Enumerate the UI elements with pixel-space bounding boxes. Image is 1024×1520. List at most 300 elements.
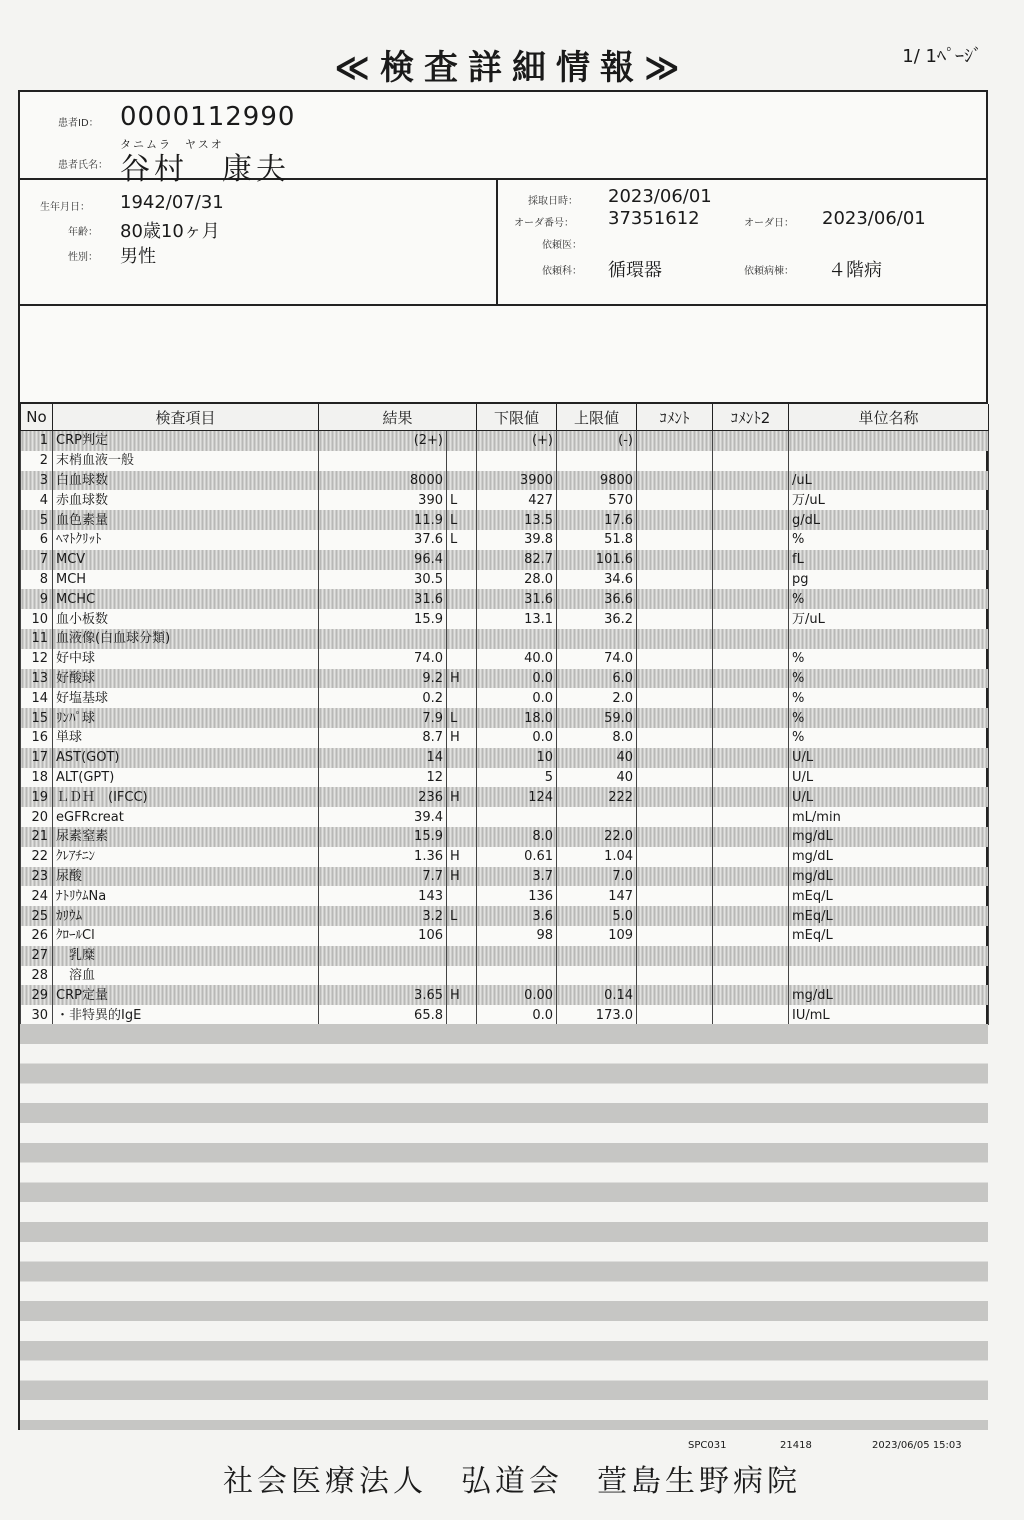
table-row — [21, 589, 989, 609]
patient-id-box — [20, 92, 988, 187]
row-comment — [637, 1005, 713, 1025]
row-unit: U/L — [789, 768, 989, 788]
row-result: 7.7 — [319, 867, 447, 887]
row-result: 74.0 — [319, 649, 447, 669]
row-result: 37.6 — [319, 530, 447, 550]
table-row — [21, 985, 989, 1005]
row-low: 98 — [477, 926, 557, 946]
row-low: (+) — [477, 431, 557, 451]
row-low: 124 — [477, 787, 557, 807]
row-comment2 — [713, 609, 789, 629]
row-high: 36.2 — [557, 609, 637, 629]
row-unit — [789, 629, 989, 649]
row-unit: % — [789, 669, 989, 689]
col-header-item: 検査項目 — [53, 404, 319, 431]
row-low — [477, 807, 557, 827]
row-comment2 — [713, 570, 789, 590]
row-result — [319, 966, 447, 986]
row-flag — [447, 431, 477, 451]
row-result: 30.5 — [319, 570, 447, 590]
row-result: 12 — [319, 768, 447, 788]
row-no: 3 — [21, 471, 53, 491]
table-row — [21, 609, 989, 629]
order-no: 37351612 — [608, 208, 700, 229]
report-frame — [18, 90, 988, 1430]
doctor-label: 依頼医： — [542, 240, 582, 251]
row-item: 好酸球 — [53, 669, 319, 689]
ward-label: 依頼病棟： — [744, 266, 794, 277]
row-item: AST(GOT) — [53, 748, 319, 768]
row-comment2 — [713, 867, 789, 887]
row-no: 6 — [21, 530, 53, 550]
row-low: 18.0 — [477, 708, 557, 728]
table-row — [21, 708, 989, 728]
row-result: 9.2 — [319, 669, 447, 689]
row-no: 21 — [21, 827, 53, 847]
row-result: 390 — [319, 490, 447, 510]
row-low: 82.7 — [477, 550, 557, 570]
table-row — [21, 847, 989, 867]
table-row — [21, 570, 989, 590]
row-comment — [637, 570, 713, 590]
row-item: 好塩基球 — [53, 688, 319, 708]
table-row — [21, 688, 989, 708]
row-comment — [637, 649, 713, 669]
row-result: 0.2 — [319, 688, 447, 708]
row-result — [319, 629, 447, 649]
col-header-comment: ｺﾒﾝﾄ — [637, 404, 713, 431]
row-no: 27 — [21, 946, 53, 966]
row-unit: % — [789, 649, 989, 669]
row-high: 22.0 — [557, 827, 637, 847]
row-high: 0.14 — [557, 985, 637, 1005]
row-no: 26 — [21, 926, 53, 946]
row-flag: L — [447, 530, 477, 550]
footer-print-date: 2023/06/05 15:03 — [872, 1440, 962, 1451]
dept: 循環器 — [608, 260, 662, 281]
ward: ４階病 — [828, 260, 882, 281]
row-result: 8.7 — [319, 728, 447, 748]
row-unit: mg/dL — [789, 827, 989, 847]
row-result — [319, 451, 447, 471]
table-row — [21, 530, 989, 550]
row-unit: mEq/L — [789, 906, 989, 926]
page-title: ≪検査詳細情報≫ — [334, 48, 690, 88]
sex: 男性 — [120, 246, 156, 267]
row-comment2 — [713, 768, 789, 788]
row-comment2 — [713, 669, 789, 689]
row-result: 106 — [319, 926, 447, 946]
row-low: 0.61 — [477, 847, 557, 867]
row-comment — [637, 589, 713, 609]
row-flag — [447, 649, 477, 669]
row-low: 0.0 — [477, 688, 557, 708]
table-header-row — [21, 404, 989, 431]
row-high — [557, 946, 637, 966]
row-flag — [447, 451, 477, 471]
row-no: 24 — [21, 886, 53, 906]
row-comment2 — [713, 886, 789, 906]
row-comment — [637, 451, 713, 471]
row-item: 溶血 — [53, 966, 319, 986]
row-comment — [637, 669, 713, 689]
row-no: 16 — [21, 728, 53, 748]
row-comment — [637, 985, 713, 1005]
row-flag: H — [447, 867, 477, 887]
row-unit: fL — [789, 550, 989, 570]
row-no: 29 — [21, 985, 53, 1005]
row-low: 40.0 — [477, 649, 557, 669]
row-high: (-) — [557, 431, 637, 451]
row-comment2 — [713, 629, 789, 649]
row-no: 23 — [21, 867, 53, 887]
row-result: 11.9 — [319, 510, 447, 530]
row-no: 1 — [21, 431, 53, 451]
birth-date: 1942/07/31 — [120, 192, 224, 213]
row-item: 白血球数 — [53, 471, 319, 491]
row-comment2 — [713, 490, 789, 510]
col-header-comment2: ｺﾒﾝﾄ2 — [713, 404, 789, 431]
row-high: 17.6 — [557, 510, 637, 530]
row-item: MCH — [53, 570, 319, 590]
row-high: 5.0 — [557, 906, 637, 926]
page-number: 1/ 1ﾍﾟｰｼﾞ — [902, 46, 982, 67]
footer-number: 21418 — [780, 1440, 812, 1451]
row-item: 血色素量 — [53, 510, 319, 530]
row-no: 4 — [21, 490, 53, 510]
row-flag: L — [447, 490, 477, 510]
row-high: 7.0 — [557, 867, 637, 887]
row-comment — [637, 530, 713, 550]
row-result: 3.2 — [319, 906, 447, 926]
row-comment — [637, 471, 713, 491]
row-unit: pg — [789, 570, 989, 590]
table-row — [21, 886, 989, 906]
row-flag — [447, 609, 477, 629]
row-unit: mg/dL — [789, 985, 989, 1005]
row-comment2 — [713, 847, 789, 867]
row-item: ＬＤＨ (IFCC) — [53, 787, 319, 807]
order-date: 2023/06/01 — [822, 208, 926, 229]
row-comment — [637, 847, 713, 867]
row-no: 15 — [21, 708, 53, 728]
table-row — [21, 807, 989, 827]
row-flag — [447, 1005, 477, 1025]
table-row — [21, 867, 989, 887]
row-low: 10 — [477, 748, 557, 768]
row-high: 222 — [557, 787, 637, 807]
row-comment2 — [713, 708, 789, 728]
row-comment — [637, 748, 713, 768]
row-no: 19 — [21, 787, 53, 807]
row-no: 9 — [21, 589, 53, 609]
row-flag — [447, 629, 477, 649]
table-row — [21, 728, 989, 748]
collect-label: 採取日時： — [528, 196, 578, 207]
row-low: 39.8 — [477, 530, 557, 550]
row-low: 8.0 — [477, 827, 557, 847]
row-comment2 — [713, 589, 789, 609]
table-row — [21, 748, 989, 768]
row-result: 15.9 — [319, 827, 447, 847]
row-unit: mEq/L — [789, 886, 989, 906]
row-high: 8.0 — [557, 728, 637, 748]
row-item: 尿酸 — [53, 867, 319, 887]
row-high: 34.6 — [557, 570, 637, 590]
row-comment2 — [713, 906, 789, 926]
order-no-label: オーダ番号： — [514, 218, 574, 229]
row-high — [557, 966, 637, 986]
row-comment2 — [713, 649, 789, 669]
row-item: ｸﾚｱﾁﾆﾝ — [53, 847, 319, 867]
row-high: 1.04 — [557, 847, 637, 867]
col-header-result: 結果 — [319, 404, 477, 431]
row-low: 28.0 — [477, 570, 557, 590]
row-high: 51.8 — [557, 530, 637, 550]
row-flag: H — [447, 847, 477, 867]
results-table — [20, 404, 989, 1025]
row-high: 109 — [557, 926, 637, 946]
row-no: 12 — [21, 649, 53, 669]
row-comment — [637, 886, 713, 906]
results-table-wrap — [20, 404, 988, 1430]
row-no: 22 — [21, 847, 53, 867]
row-high: 570 — [557, 490, 637, 510]
row-low: 427 — [477, 490, 557, 510]
row-flag: H — [447, 669, 477, 689]
row-low: 0.0 — [477, 728, 557, 748]
row-no: 30 — [21, 1005, 53, 1025]
row-comment — [637, 431, 713, 451]
row-comment2 — [713, 966, 789, 986]
row-item: 末梢血液一般 — [53, 451, 319, 471]
row-flag — [447, 926, 477, 946]
row-comment — [637, 609, 713, 629]
row-item: ﾍﾏﾄｸﾘｯﾄ — [53, 530, 319, 550]
birth-label: 生年月日： — [40, 202, 90, 213]
row-result: 96.4 — [319, 550, 447, 570]
row-result: 143 — [319, 886, 447, 906]
collect-date: 2023/06/01 — [608, 186, 712, 207]
row-comment2 — [713, 431, 789, 451]
row-no: 17 — [21, 748, 53, 768]
row-result: 236 — [319, 787, 447, 807]
row-low: 13.5 — [477, 510, 557, 530]
table-row — [21, 490, 989, 510]
row-no: 25 — [21, 906, 53, 926]
row-high — [557, 807, 637, 827]
row-item: 好中球 — [53, 649, 319, 669]
row-unit: mL/min — [789, 807, 989, 827]
col-header-unit: 単位名称 — [789, 404, 989, 431]
row-comment2 — [713, 748, 789, 768]
row-comment2 — [713, 471, 789, 491]
patient-id: 0000112990 — [120, 102, 296, 132]
row-unit: % — [789, 688, 989, 708]
row-comment2 — [713, 451, 789, 471]
row-item: 血液像(白血球分類) — [53, 629, 319, 649]
row-high — [557, 629, 637, 649]
row-item: 単球 — [53, 728, 319, 748]
row-item: 血小板数 — [53, 609, 319, 629]
table-row — [21, 451, 989, 471]
remarks-box — [20, 306, 988, 404]
col-header-high: 上限値 — [557, 404, 637, 431]
row-unit: % — [789, 530, 989, 550]
col-header-low: 下限値 — [477, 404, 557, 431]
row-unit: mEq/L — [789, 926, 989, 946]
row-high: 40 — [557, 768, 637, 788]
row-flag: L — [447, 906, 477, 926]
row-no: 10 — [21, 609, 53, 629]
row-flag: H — [447, 985, 477, 1005]
row-item: ｶﾘｳﾑ — [53, 906, 319, 926]
row-item: ALT(GPT) — [53, 768, 319, 788]
empty-rows-filler — [20, 1024, 988, 1430]
row-comment — [637, 906, 713, 926]
row-comment — [637, 629, 713, 649]
row-high: 74.0 — [557, 649, 637, 669]
row-unit: IU/mL — [789, 1005, 989, 1025]
table-row — [21, 431, 989, 451]
row-comment — [637, 966, 713, 986]
table-row — [21, 1005, 989, 1025]
row-flag — [447, 966, 477, 986]
sex-label: 性別： — [68, 252, 98, 263]
row-unit: g/dL — [789, 510, 989, 530]
row-result: 15.9 — [319, 609, 447, 629]
row-flag — [447, 688, 477, 708]
patient-kana: タニムラ ヤスオ — [120, 138, 224, 151]
row-unit: 万/uL — [789, 490, 989, 510]
age: 80歳10ヶ月 — [120, 221, 220, 242]
row-low — [477, 966, 557, 986]
row-comment2 — [713, 827, 789, 847]
row-comment — [637, 708, 713, 728]
row-low: 3.6 — [477, 906, 557, 926]
row-flag — [447, 570, 477, 590]
row-comment2 — [713, 946, 789, 966]
row-no: 7 — [21, 550, 53, 570]
row-unit: U/L — [789, 748, 989, 768]
row-item: MCV — [53, 550, 319, 570]
row-unit: mg/dL — [789, 867, 989, 887]
row-high: 9800 — [557, 471, 637, 491]
patient-name: 谷村 康夫 — [120, 152, 290, 187]
row-low — [477, 629, 557, 649]
row-comment2 — [713, 926, 789, 946]
row-no: 18 — [21, 768, 53, 788]
row-comment2 — [713, 807, 789, 827]
table-row — [21, 510, 989, 530]
table-row — [21, 649, 989, 669]
row-flag: H — [447, 787, 477, 807]
row-item: ﾅﾄﾘｳﾑNa — [53, 886, 319, 906]
row-low: 0.0 — [477, 669, 557, 689]
row-high: 173.0 — [557, 1005, 637, 1025]
row-low: 3900 — [477, 471, 557, 491]
row-comment2 — [713, 787, 789, 807]
order-date-label: オーダ日： — [744, 218, 794, 229]
table-row — [21, 471, 989, 491]
row-high: 36.6 — [557, 589, 637, 609]
order-info-box — [498, 180, 988, 306]
row-result — [319, 946, 447, 966]
row-comment2 — [713, 510, 789, 530]
row-flag: H — [447, 728, 477, 748]
row-low: 13.1 — [477, 609, 557, 629]
age-label: 年齢： — [68, 227, 98, 238]
row-comment — [637, 510, 713, 530]
row-unit: 万/uL — [789, 609, 989, 629]
row-flag — [447, 886, 477, 906]
row-flag — [447, 807, 477, 827]
row-item: CRP定量 — [53, 985, 319, 1005]
row-low — [477, 946, 557, 966]
patient-name-label: 患者氏名： — [58, 160, 108, 171]
row-unit: mg/dL — [789, 847, 989, 867]
dept-label: 依頼科： — [542, 266, 582, 277]
row-unit — [789, 946, 989, 966]
row-low: 136 — [477, 886, 557, 906]
row-comment — [637, 946, 713, 966]
row-low: 31.6 — [477, 589, 557, 609]
row-result: 39.4 — [319, 807, 447, 827]
row-item: 尿素窒素 — [53, 827, 319, 847]
row-high: 101.6 — [557, 550, 637, 570]
row-comment2 — [713, 688, 789, 708]
row-comment2 — [713, 985, 789, 1005]
row-flag — [447, 946, 477, 966]
row-flag — [447, 550, 477, 570]
table-row — [21, 550, 989, 570]
row-comment — [637, 867, 713, 887]
row-no: 13 — [21, 669, 53, 689]
row-result: 14 — [319, 748, 447, 768]
row-unit: % — [789, 708, 989, 728]
table-row — [21, 669, 989, 689]
row-comment — [637, 827, 713, 847]
row-item: MCHC — [53, 589, 319, 609]
row-flag — [447, 768, 477, 788]
row-high: 40 — [557, 748, 637, 768]
row-flag — [447, 827, 477, 847]
hospital-name: 社会医療法人 弘道会 萱島生野病院 — [223, 1464, 801, 1499]
row-item: ｸﾛｰﾙCl — [53, 926, 319, 946]
row-unit: % — [789, 589, 989, 609]
row-comment — [637, 490, 713, 510]
row-low: 0.00 — [477, 985, 557, 1005]
table-row — [21, 926, 989, 946]
row-item: ﾘﾝﾊﾟ球 — [53, 708, 319, 728]
row-no: 11 — [21, 629, 53, 649]
table-row — [21, 906, 989, 926]
row-no: 28 — [21, 966, 53, 986]
row-result: 31.6 — [319, 589, 447, 609]
row-item: eGFRcreat — [53, 807, 319, 827]
row-low: 3.7 — [477, 867, 557, 887]
row-no: 20 — [21, 807, 53, 827]
row-comment — [637, 807, 713, 827]
row-low: 5 — [477, 768, 557, 788]
row-unit — [789, 966, 989, 986]
row-high — [557, 451, 637, 471]
row-comment2 — [713, 728, 789, 748]
row-high: 59.0 — [557, 708, 637, 728]
row-item: CRP判定 — [53, 431, 319, 451]
row-comment — [637, 768, 713, 788]
row-flag — [447, 471, 477, 491]
